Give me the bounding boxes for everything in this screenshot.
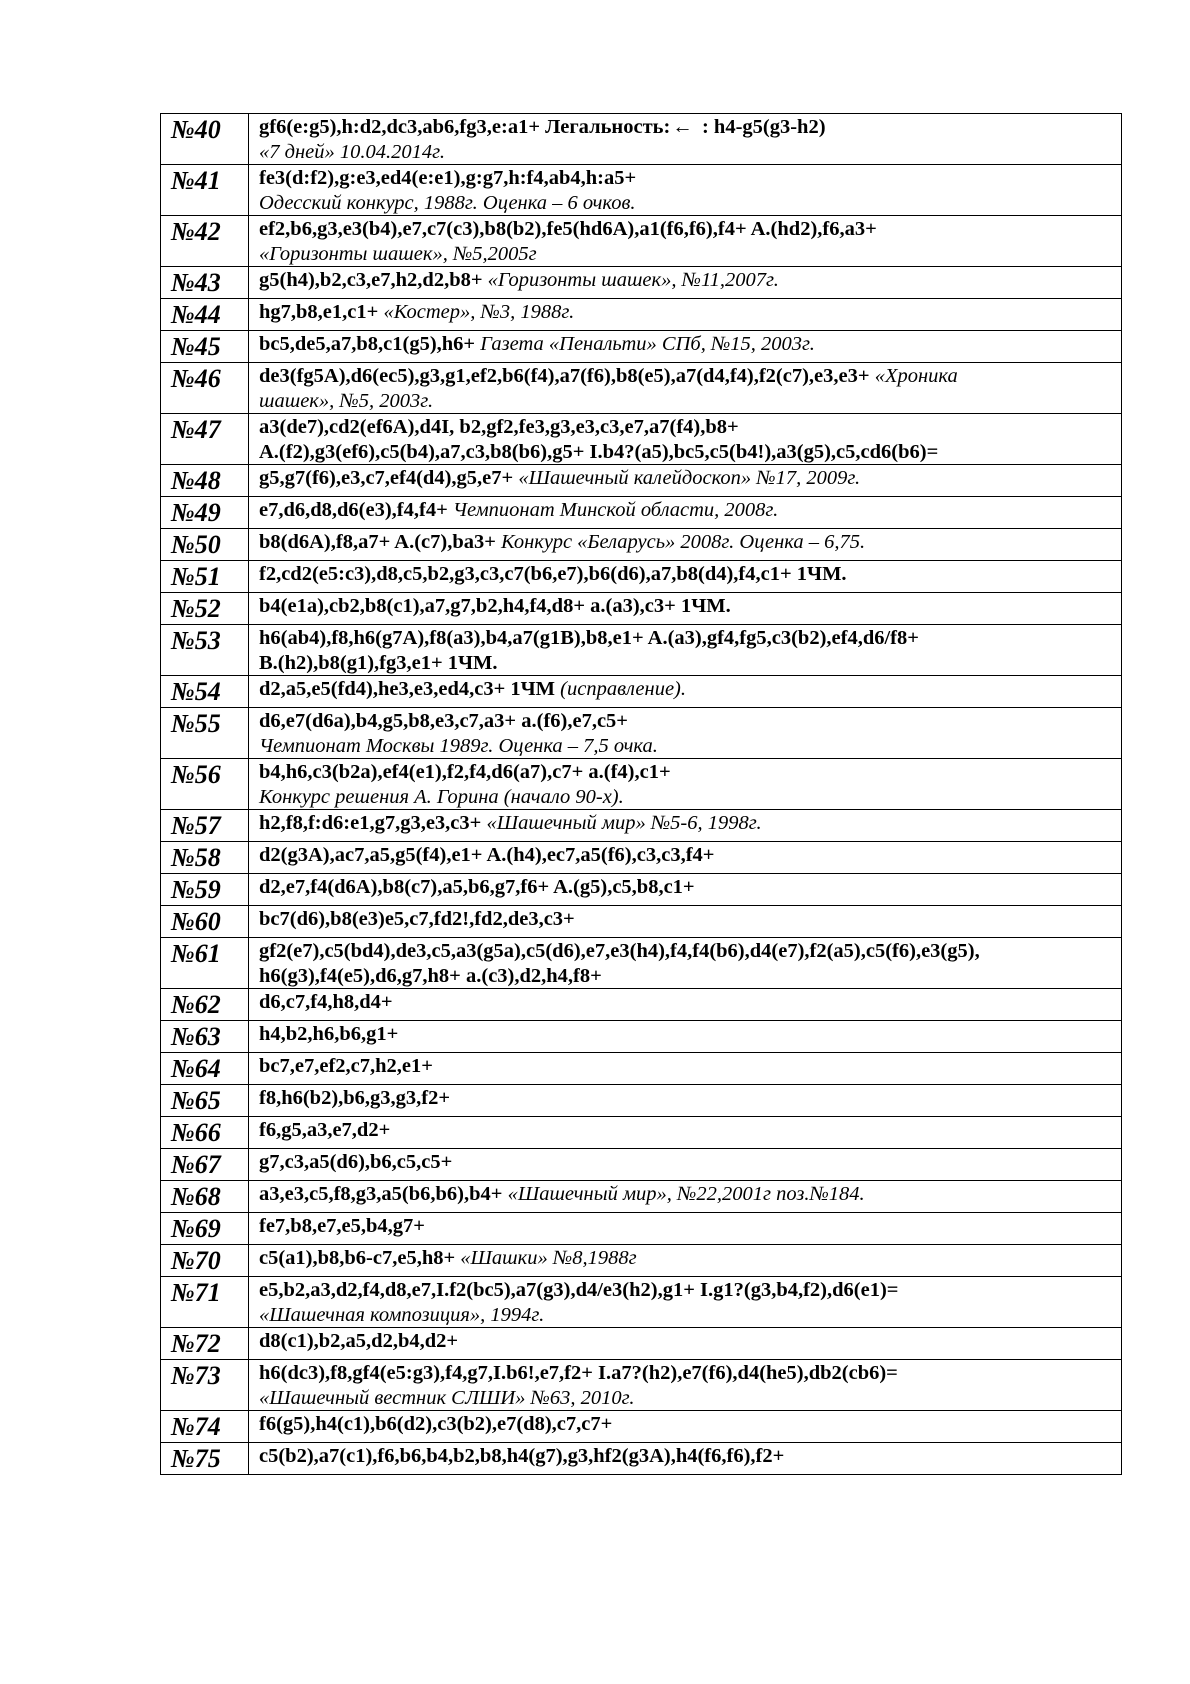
- table-row: [161, 810, 1122, 842]
- solution-line: [259, 990, 1117, 1015]
- problem-number: №67: [161, 1149, 249, 1181]
- move-notation: h2,f8,f:d6:e1,g7,g3,e3,c3+: [259, 812, 487, 834]
- solution-line: [259, 939, 1117, 964]
- table-row: [161, 165, 1122, 216]
- source-reference: «Шашечный вестник СЛШИ» №63, 2010г.: [259, 1386, 635, 1409]
- solution-line: [259, 651, 1117, 676]
- table-row: [161, 1360, 1122, 1411]
- problem-number: №56: [161, 759, 249, 810]
- solution-line: [259, 907, 1117, 932]
- source-reference: «Хроника: [874, 365, 958, 387]
- solution-line: [259, 734, 1117, 759]
- problem-number: №63: [161, 1021, 249, 1053]
- move-notation: a3(de7),cd2(ef6A),d4I, b2,gf2,fe3,g3,e3,c3,e7,a7(f4),b8+: [259, 416, 739, 438]
- solution-line: [259, 1054, 1117, 1079]
- move-notation: c5(a1),b8,b6-c7,e5,h8+: [259, 1247, 461, 1269]
- problem-number: №65: [161, 1085, 249, 1117]
- move-notation: g5,g7(f6),e3,c7,ef4(d4),g5,e7+: [259, 467, 519, 489]
- problem-number: №72: [161, 1328, 249, 1360]
- problem-number: №66: [161, 1117, 249, 1149]
- source-reference: Конкурс «Беларусь» 2008г. Оценка – 6,75.: [501, 531, 866, 553]
- source-reference: (исправление).: [560, 678, 686, 700]
- move-notation: f6,g5,a3,e7,d2+: [259, 1119, 391, 1141]
- source-reference: «Шашечный калейдоскоп» №17, 2009г.: [518, 467, 861, 489]
- solution-line: [259, 843, 1117, 868]
- solution-line: [259, 217, 1117, 242]
- problem-number: №42: [161, 216, 249, 267]
- table-row: [161, 267, 1122, 299]
- source-reference: Одесский конкурс, 1988г. Оценка – 6 очков.: [259, 191, 636, 214]
- solution-line: [259, 242, 1117, 267]
- table-row: [161, 1053, 1122, 1085]
- solution-cell: [249, 1360, 1122, 1411]
- table-row: [161, 414, 1122, 465]
- solution-cell: [249, 1085, 1122, 1117]
- problem-number: №44: [161, 299, 249, 331]
- problem-number: №62: [161, 989, 249, 1021]
- move-notation: g5(h4),b2,c3,e7,h2,d2,b8+: [259, 269, 488, 291]
- solution-cell: [249, 1277, 1122, 1328]
- solution-line: [259, 760, 1117, 785]
- problem-number: №45: [161, 331, 249, 363]
- source-reference: «Шашки» №8,1988г: [460, 1247, 637, 1269]
- solution-cell: [249, 1443, 1122, 1475]
- move-notation: d8(c1),b2,a5,d2,b4,d2+: [259, 1330, 459, 1352]
- solutions-table-body: [161, 114, 1122, 1475]
- source-reference: Чемпионат Москвы 1989г. Оценка – 7,5 очка.: [259, 734, 658, 757]
- solution-cell: [249, 1213, 1122, 1245]
- solution-line: [259, 1086, 1117, 1111]
- problem-number: №43: [161, 267, 249, 299]
- problem-number: №49: [161, 497, 249, 529]
- problem-number: №54: [161, 676, 249, 708]
- solution-line: [259, 1246, 1117, 1271]
- move-notation: f6(g5),h4(c1),b6(d2),c3(b2),e7(d8),c7,c7+: [259, 1413, 613, 1435]
- solutions-table: [160, 113, 1122, 1475]
- table-row: [161, 1328, 1122, 1360]
- move-notation: bc7(d6),b8(e3)e5,c7,fd2!,fd2,de3,c3+: [259, 908, 575, 930]
- table-row: [161, 759, 1122, 810]
- solution-line: [259, 1412, 1117, 1437]
- solution-line: [259, 1329, 1117, 1354]
- solution-cell: [249, 708, 1122, 759]
- source-reference: «Шашечный мир», №22,2001г поз.№184.: [507, 1183, 865, 1205]
- solution-line: [259, 364, 1117, 389]
- solution-line: [259, 626, 1117, 651]
- solution-cell: [249, 363, 1122, 414]
- solution-cell: [249, 1053, 1122, 1085]
- solution-line: [259, 1182, 1117, 1207]
- table-row: [161, 676, 1122, 708]
- solution-line: [259, 562, 1117, 587]
- solution-line: [259, 709, 1117, 734]
- table-row: [161, 1117, 1122, 1149]
- problem-number: №61: [161, 938, 249, 989]
- source-reference: «Костер», №3, 1988г.: [383, 301, 575, 323]
- move-notation: d6,e7(d6a),b4,g5,b8,e3,c7,a3+ a.(f6),e7,c5+: [259, 710, 628, 732]
- problem-number: №41: [161, 165, 249, 216]
- table-row: [161, 561, 1122, 593]
- table-row: [161, 708, 1122, 759]
- problem-number: №46: [161, 363, 249, 414]
- solution-line: [259, 115, 1117, 140]
- table-row: [161, 216, 1122, 267]
- table-row: [161, 842, 1122, 874]
- document-page: [160, 113, 1121, 1475]
- problem-number: №53: [161, 625, 249, 676]
- solution-line: [259, 466, 1117, 491]
- table-row: [161, 299, 1122, 331]
- move-notation: h6(ab4),f8,h6(g7A),f8(a3),b4,a7(g1B),b8,e1+ A.(a3),gf4,fg5,c3(b2),ef4,d6/f8+: [259, 627, 919, 649]
- solution-cell: [249, 625, 1122, 676]
- move-notation: de3(fg5A),d6(ec5),g3,g1,ef2,b6(f4),a7(f6),b8(e5),a7(d4,f4),f2(c7),e3,e3+: [259, 365, 875, 387]
- table-row: [161, 625, 1122, 676]
- table-row: [161, 1245, 1122, 1277]
- table-row: [161, 465, 1122, 497]
- solution-cell: [249, 529, 1122, 561]
- table-row: [161, 1149, 1122, 1181]
- source-reference: шашек», №5, 2003г.: [259, 389, 434, 412]
- problem-number: №47: [161, 414, 249, 465]
- solution-line: [259, 530, 1117, 555]
- solution-line: [259, 1386, 1117, 1411]
- table-row: [161, 1181, 1122, 1213]
- move-notation: A.(f2),g3(ef6),c5(b4),a7,c3,b8(b6),g5+ I.b4?(a5),bc5,c5(b4!),a3(g5),c5,cd6(b6)=: [259, 440, 939, 463]
- move-notation: b4,h6,c3(b2a),ef4(e1),f2,f4,d6(a7),c7+ a.(f4),c1+: [259, 761, 671, 783]
- solution-cell: [249, 465, 1122, 497]
- solution-cell: [249, 299, 1122, 331]
- solution-line: [259, 191, 1117, 216]
- solution-line: [259, 1303, 1117, 1328]
- problem-number: №51: [161, 561, 249, 593]
- move-notation: a3,e3,c5,f8,g3,a5(b6,b6),b4+: [259, 1183, 508, 1205]
- move-notation: c5(b2),a7(c1),f6,b6,b4,b2,b8,h4(g7),g3,hf2(g3A),h4(f6,f6),f2+: [259, 1445, 785, 1467]
- problem-number: №73: [161, 1360, 249, 1411]
- move-notation: bc5,de5,a7,b8,c1(g5),h6+: [259, 333, 481, 355]
- solution-cell: [249, 267, 1122, 299]
- solution-line: [259, 166, 1117, 191]
- solution-line: [259, 1150, 1117, 1175]
- move-notation: gf2(e7),c5(bd4),de3,c5,a3(g5a),c5(d6),e7,e3(h4),f4,f4(b6),d4(e7),f2(a5),c5(f6),e3(g5),: [259, 940, 980, 962]
- problem-number: №57: [161, 810, 249, 842]
- solution-cell: [249, 1021, 1122, 1053]
- solution-cell: [249, 842, 1122, 874]
- solution-cell: [249, 216, 1122, 267]
- solution-line: [259, 811, 1117, 836]
- problem-number: №69: [161, 1213, 249, 1245]
- problem-number: №70: [161, 1245, 249, 1277]
- solution-cell: [249, 1117, 1122, 1149]
- solution-cell: [249, 561, 1122, 593]
- solution-line: [259, 415, 1117, 440]
- problem-number: №52: [161, 593, 249, 625]
- solution-cell: [249, 165, 1122, 216]
- move-notation: f2,cd2(e5:c3),d8,c5,b2,g3,c3,c7(b6,e7),b6(d6),a7,b8(d4),f4,c1+ 1ЧМ.: [259, 563, 847, 585]
- move-notation: g7,c3,a5(d6),b6,c5,c5+: [259, 1151, 453, 1173]
- solution-line: [259, 440, 1117, 465]
- solution-line: [259, 1214, 1117, 1239]
- problem-number: №74: [161, 1411, 249, 1443]
- source-reference: «Шашечная композиция», 1994г.: [259, 1303, 545, 1326]
- solution-line: [259, 389, 1117, 414]
- table-row: [161, 1443, 1122, 1475]
- source-reference: Конкурс решения А. Горина (начало 90-х).: [259, 785, 624, 808]
- table-row: [161, 1085, 1122, 1117]
- source-reference: Чемпионат Минской области, 2008г.: [452, 499, 779, 521]
- table-row: [161, 1277, 1122, 1328]
- move-notation: e5,b2,a3,d2,f4,d8,e7,I.f2(bc5),a7(g3),d4/e3(h2),g1+ I.g1?(g3,b4,f2),d6(e1)=: [259, 1279, 899, 1301]
- solution-cell: [249, 1328, 1122, 1360]
- move-notation: hg7,b8,e1,c1+: [259, 301, 384, 323]
- left-arrow-icon: ←: [672, 116, 693, 138]
- solution-cell: [249, 938, 1122, 989]
- solution-line: [259, 1278, 1117, 1303]
- solution-line: [259, 1022, 1117, 1047]
- move-notation: bc7,e7,ef2,c7,h2,e1+: [259, 1055, 433, 1077]
- solution-cell: [249, 676, 1122, 708]
- solution-line: [259, 964, 1117, 989]
- solution-line: [259, 785, 1117, 810]
- solution-cell: [249, 1245, 1122, 1277]
- move-notation: e7,d6,d8,d6(e3),f4,f4+: [259, 499, 453, 521]
- solution-line: [259, 1361, 1117, 1386]
- source-reference: «7 дней» 10.04.2014г.: [259, 140, 445, 163]
- solution-cell: [249, 1181, 1122, 1213]
- source-reference: «Горизонты шашек», №11,2007г.: [487, 269, 779, 291]
- problem-number: №58: [161, 842, 249, 874]
- move-notation: d6,c7,f4,h8,d4+: [259, 991, 393, 1013]
- solution-line: [259, 498, 1117, 523]
- source-reference: Газета «Пенальти» СПб, №15, 2003г.: [480, 333, 815, 355]
- move-notation: d2,a5,e5(fd4),he3,e3,ed4,c3+ 1ЧМ: [259, 678, 561, 700]
- problem-number: №71: [161, 1277, 249, 1328]
- source-reference: «Горизонты шашек», №5,2005г: [259, 242, 537, 265]
- problem-number: №59: [161, 874, 249, 906]
- solution-cell: [249, 1411, 1122, 1443]
- table-row: [161, 331, 1122, 363]
- solution-line: [259, 332, 1117, 357]
- solution-cell: [249, 906, 1122, 938]
- solution-cell: [249, 497, 1122, 529]
- move-notation: h4,b2,h6,b6,g1+: [259, 1023, 399, 1045]
- solution-cell: [249, 874, 1122, 906]
- move-notation: b4(e1a),cb2,b8(c1),a7,g7,b2,h4,f4,d8+ a.(a3),c3+ 1ЧМ.: [259, 595, 731, 617]
- problem-number: №50: [161, 529, 249, 561]
- solution-cell: [249, 114, 1122, 165]
- solution-line: [259, 268, 1117, 293]
- table-row: [161, 114, 1122, 165]
- move-notation: h6(g3),f4(e5),d6,g7,h8+ a.(c3),d2,h4,f8+: [259, 964, 602, 987]
- move-notation: fe3(d:f2),g:e3,ed4(e:e1),g:g7,h:f4,ab4,h:a5+: [259, 167, 637, 189]
- source-reference: «Шашечный мир» №5-6, 1998г.: [486, 812, 762, 834]
- table-row: [161, 906, 1122, 938]
- table-row: [161, 1213, 1122, 1245]
- table-row: [161, 497, 1122, 529]
- move-notation: B.(h2),b8(g1),fg3,e1+ 1ЧМ.: [259, 651, 498, 674]
- table-row: [161, 1021, 1122, 1053]
- table-row: [161, 989, 1122, 1021]
- solution-line: [259, 677, 1117, 702]
- table-row: [161, 1411, 1122, 1443]
- problem-number: №48: [161, 465, 249, 497]
- solution-line: [259, 140, 1117, 165]
- problem-number: №75: [161, 1443, 249, 1475]
- problem-number: №55: [161, 708, 249, 759]
- solution-line: [259, 875, 1117, 900]
- move-notation: : h4-g5(g3-h2): [696, 116, 826, 138]
- solution-cell: [249, 810, 1122, 842]
- table-row: [161, 938, 1122, 989]
- move-notation: d2(g3A),ac7,a5,g5(f4),e1+ A.(h4),ec7,a5(f6),c3,c3,f4+: [259, 844, 715, 866]
- solution-cell: [249, 1149, 1122, 1181]
- move-notation: h6(dc3),f8,gf4(e5:g3),f4,g7,I.b6!,e7,f2+ I.a7?(h2),e7(f6),d4(he5),db2(cb6)=: [259, 1362, 898, 1384]
- solution-line: [259, 1118, 1117, 1143]
- problem-number: №60: [161, 906, 249, 938]
- problem-number: №40: [161, 114, 249, 165]
- table-row: [161, 874, 1122, 906]
- table-row: [161, 593, 1122, 625]
- problem-number: №68: [161, 1181, 249, 1213]
- solution-line: [259, 300, 1117, 325]
- solution-cell: [249, 989, 1122, 1021]
- move-notation: gf6(e:g5),h:d2,dc3,ab6,fg3,e:a1+ Легальность:: [259, 116, 671, 138]
- solution-line: [259, 594, 1117, 619]
- move-notation: ef2,b6,g3,e3(b4),e7,c7(c3),b8(b2),fe5(hd6A),a1(f6,f6),f4+ A.(hd2),f6,a3+: [259, 218, 877, 240]
- solution-cell: [249, 414, 1122, 465]
- solution-cell: [249, 331, 1122, 363]
- table-row: [161, 363, 1122, 414]
- solution-cell: [249, 593, 1122, 625]
- solution-cell: [249, 759, 1122, 810]
- move-notation: d2,e7,f4(d6A),b8(c7),a5,b6,g7,f6+ A.(g5),c5,b8,c1+: [259, 876, 695, 898]
- move-notation: f8,h6(b2),b6,g3,g3,f2+: [259, 1087, 451, 1109]
- solution-line: [259, 1444, 1117, 1469]
- problem-number: №64: [161, 1053, 249, 1085]
- move-notation: fe7,b8,e7,e5,b4,g7+: [259, 1215, 425, 1237]
- table-row: [161, 529, 1122, 561]
- move-notation: b8(d6A),f8,a7+ A.(c7),ba3+: [259, 531, 502, 553]
